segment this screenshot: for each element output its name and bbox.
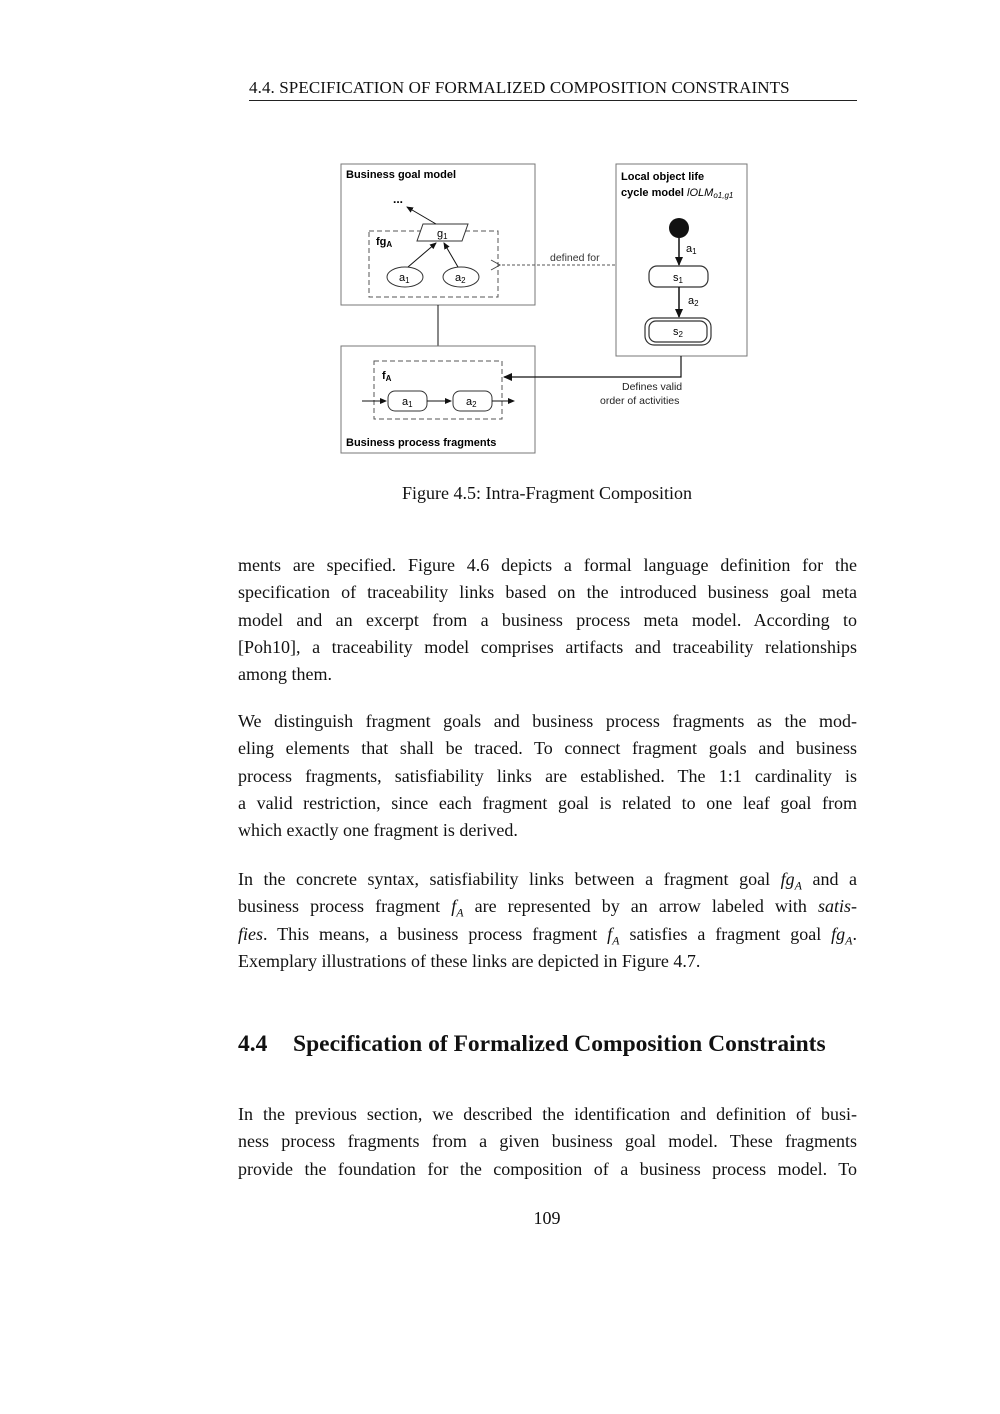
transition-a2-label: a2 xyxy=(688,295,699,308)
state-s1-label: s1 xyxy=(673,272,683,285)
paragraph-3 xyxy=(238,866,857,975)
text-line: [Poh10], a traceability model comprises artifacts and traceability relationships xyxy=(238,636,857,657)
text-run: fies xyxy=(238,923,263,944)
fragment-activity-a2-label: a2 xyxy=(466,396,477,409)
goal-ellipsis: ... xyxy=(393,192,404,206)
goal-g1-label: g1 xyxy=(437,228,448,241)
lifecycle-title-line1: Local object life xyxy=(621,171,705,183)
text-line: Exemplary illustrations of these links are depicted in Figure 4.7. xyxy=(238,950,701,971)
text-line: ments are specified. Figure 4.6 depicts a formal language definition for the xyxy=(238,555,857,575)
text-line: model and an excerpt from a business process meta model. According to xyxy=(238,609,857,630)
goal-activity-a2-label: a2 xyxy=(455,272,466,285)
paragraph-2 xyxy=(238,708,857,844)
text-run: . This means, a business process fragment xyxy=(263,923,598,944)
text-run: . xyxy=(852,923,857,944)
text-line: provide the foundation for the composition of a business process model. To xyxy=(238,1158,857,1179)
math-fga: $fg_A$ xyxy=(780,869,802,893)
process-fragments-title: Business process fragments xyxy=(346,437,497,449)
text-run: business process fragment xyxy=(238,896,441,917)
text-run: satisfies a fragment goal xyxy=(629,923,822,944)
defines-valid-line1: Defines valid xyxy=(622,381,683,393)
text-run: satis- xyxy=(818,896,858,917)
text-line: ness process fragments from a given business goal model. These fragments xyxy=(238,1131,857,1152)
text-line: a valid restriction, since each fragment goal is related to one leaf goal from xyxy=(238,792,857,813)
page-number: 109 xyxy=(533,1208,561,1228)
transition-a1-label: a1 xyxy=(686,243,697,256)
section-title: Specification of Formalized Composition Constraints xyxy=(293,1031,826,1057)
intra-fragment-composition-figure xyxy=(0,0,1000,470)
text-line xyxy=(238,866,857,893)
text-line: specification of traceability links based on the introduced business goal meta xyxy=(238,582,857,603)
state-s2-label: s2 xyxy=(673,326,683,339)
text-line: process fragments, satisfiability links are established. The 1:1 cardinality is xyxy=(238,765,857,786)
math-fga: $fg_A$ xyxy=(831,923,853,948)
text-run: and a xyxy=(812,869,858,889)
text-line: We distinguish fragment goals and business process fragments as the mod- xyxy=(238,711,857,731)
goal-activity-a1-label: a1 xyxy=(399,272,410,285)
section-heading xyxy=(238,1031,826,1058)
fragment-goal-label: fgA xyxy=(376,236,393,249)
text-line: which exactly one fragment is derived. xyxy=(238,820,518,841)
fragment-activity-a1-label: a1 xyxy=(402,396,413,409)
goal-model-title: Business goal model xyxy=(346,169,457,181)
lifecycle-initial-state xyxy=(669,218,689,238)
fragment-fa-label: fA xyxy=(382,370,392,383)
text-line: eling elements that shall be traced. To connect fragment goals and business xyxy=(238,738,857,759)
text-line xyxy=(238,921,857,948)
text-line xyxy=(238,893,857,920)
running-head: 4.4. SPECIFICATION OF FORMALIZED COMPOSITION CONSTRAINTS xyxy=(249,78,857,101)
math-fa: $f_A$ xyxy=(451,896,464,920)
text-line: In the previous section, we described the identification and definition of busi- xyxy=(238,1104,857,1124)
defined-for-label: defined for xyxy=(550,252,600,264)
paragraph-1 xyxy=(238,552,857,688)
text-run: are represented by an arrow labeled with xyxy=(474,896,807,917)
figure-caption: Figure 4.5: Intra-Fragment Composition xyxy=(402,483,692,503)
text-run: In the concrete syntax, satisfiability links between a fragment goal xyxy=(238,869,771,889)
paragraph-4 xyxy=(238,1101,857,1183)
text-line: among them. xyxy=(238,664,332,685)
math-fa: $f_A$ xyxy=(607,923,620,948)
section-number: 4.4 xyxy=(238,1031,268,1057)
lifecycle-title-line2: cycle model lOLMo1,g1 xyxy=(621,187,734,200)
defines-valid-line2: order of activities xyxy=(600,395,680,407)
